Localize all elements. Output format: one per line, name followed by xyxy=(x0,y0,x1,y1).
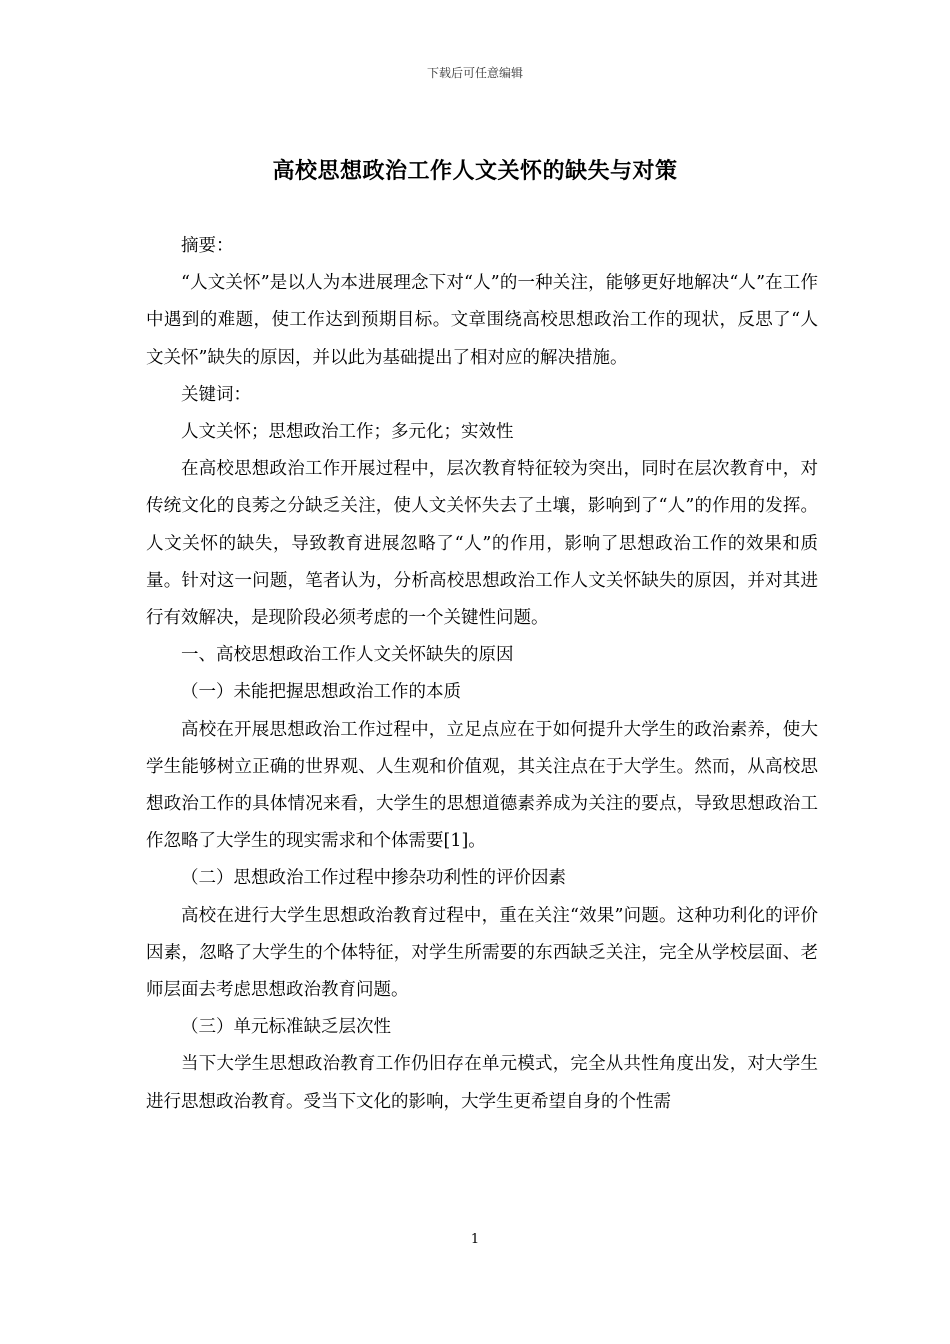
subsection-heading-2: （二）思想政治工作过程中掺杂功利性的评价因素 xyxy=(181,868,566,889)
abstract-label: 摘要： xyxy=(181,236,234,256)
keywords-text: 人文关怀；思想政治工作；多元化；实效性 xyxy=(181,422,514,443)
abstract-text: “人文关怀”是以人为本进展理念下对“人”的一种关注，能够更好地解决“人”在工作中遇到的难题，使工作达到预期目标。文章围绕高校思想政治工作的现状，反思了“人文关怀”缺失的原因，并以此为基础提出了相对应的解决措施。 xyxy=(146,273,818,368)
body-paragraph-2: 高校在进行大学生思想政治教育过程中，重在关注“效果”问题。这种功利化的评价因素，忽略了大学生的个体特征，对学生所需要的东西缺乏关注，完全从学校层面、老师层面去考虑思想政治教育问题。 xyxy=(146,905,818,1001)
document-title: 高校思想政治工作人文关怀的缺失与对策 xyxy=(272,158,678,184)
page-number: 1 xyxy=(470,1232,480,1247)
body-paragraph-3: 当下大学生思想政治教育工作仍旧存在单元模式，完全从共性角度出发，对大学生进行思想政治教育。受当下文化的影响，大学生更希望自身的个性需 xyxy=(146,1054,818,1112)
body-paragraph-1: 高校在开展思想政治工作过程中，立足点应在于如何提升大学生的政治素养，使大学生能够树立正确的世界观、人生观和价值观，其关注点在于大学生。然而，从高校思想政治工作的具体情况来看，大学生的思想道德素养成为关注的要点，导致思想政治工作忽略了大学生的现实需求和个体需要[1]。 xyxy=(146,719,818,852)
section-heading-1: 一、高校思想政治工作人文关怀缺失的原因 xyxy=(181,645,514,666)
document-body xyxy=(146,228,818,1121)
subsection-heading-3: （三）单元标准缺乏层次性 xyxy=(181,1017,391,1038)
subsection-heading-1: （一）未能把握思想政治工作的本质 xyxy=(181,682,461,703)
keywords-label: 关键词： xyxy=(181,384,251,405)
header-note: 下载后可任意编辑 xyxy=(426,66,523,80)
intro-paragraph: 在高校思想政治工作开展过程中，层次教育特征较为突出，同时在层次教育中，对传统文化的良莠之分缺乏关注，使人文关怀失去了土壤，影响到了“人”的作用的发挥。人文关怀的缺失，导致教育进展忽略了“人”的作用，影响了思想政治工作的效果和质量。针对这一问题，笔者认为，分析高校思想政治工作人文关怀缺失的原因，并对其进行有效解决，是现阶段必须考虑的一个关键性问题。 xyxy=(146,459,818,629)
